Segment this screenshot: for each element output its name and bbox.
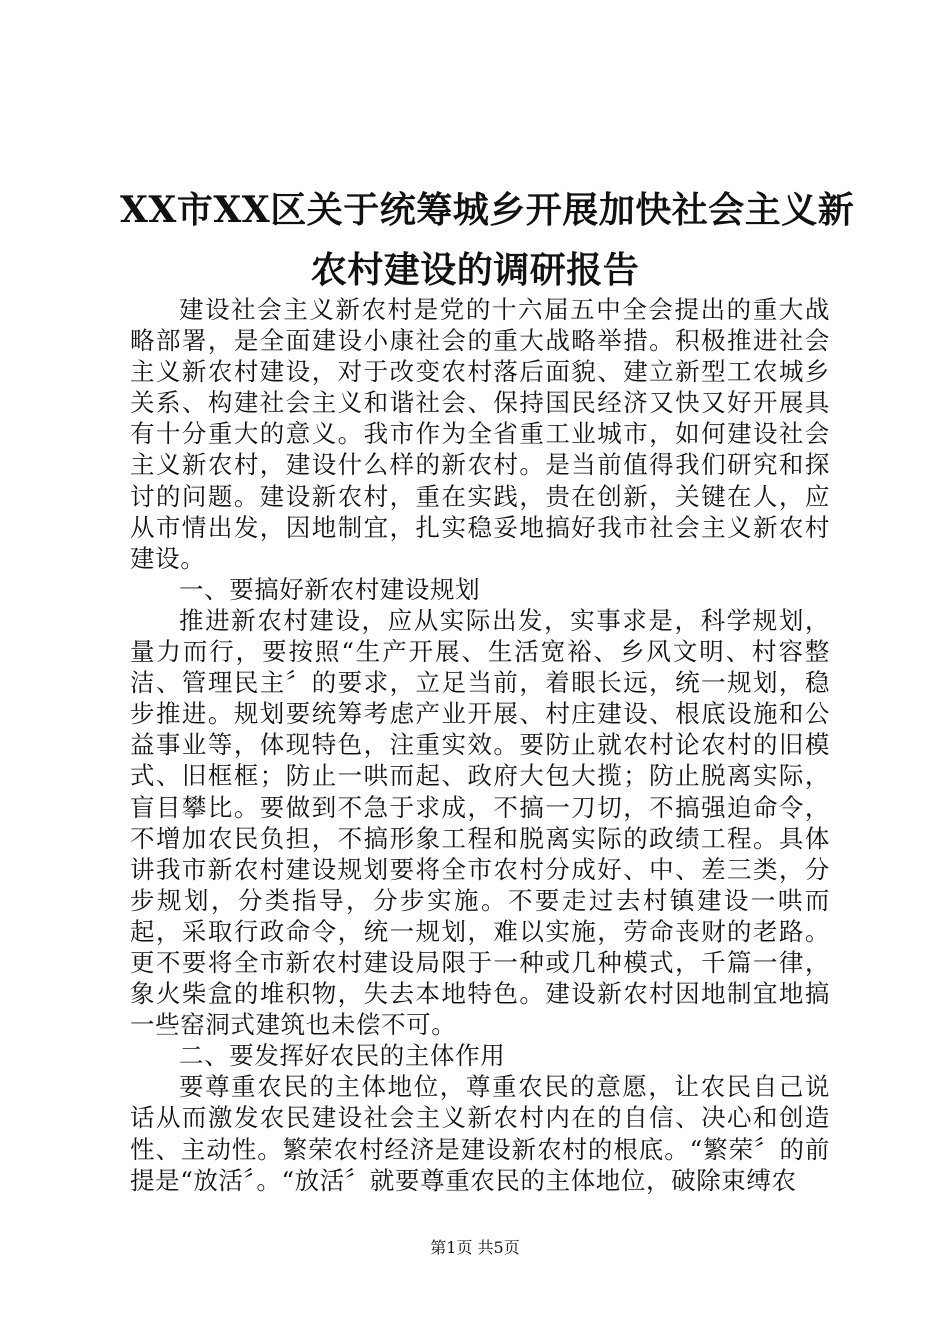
title-line-1: XX市XX区关于统筹城乡开展加快社会主义新 [120,189,855,231]
page-footer: 第1页 共5页 [430,1238,520,1257]
section-heading-1: 一、要搞好新农村建设规划 [179,574,481,604]
document-body [130,294,830,1196]
paragraph-intro: 建设社会主义新农村是党的十六届五中全会提出的重大战略部署，是全面建设小康社会的重大战略举措。积极推进社会主义新农村建设，对于改变农村落后面貌、建立新型工农城乡关系、构建社会主义和谐社会、保持国民经济又快又好开展具有十分重大的意义。我市作为全省重工业城市，如何建设社会主义新农村，建设什么样的新农村。是当前值得我们研究和探讨的问题。建设新农村，重在实践，贵在创新，关键在人，应从市情出发，因地制宜，扎实稳妥地搞好我市社会主义新农村建设。 [130,295,830,573]
paragraph-section-2: 要尊重农民的主体地位，尊重农民的意愿，让农民自己说话从而激发农民建设社会主义新农村内在的自信、决心和创造性、主动性。繁荣农村经济是建设新农村的根底。“繁荣〞的前提是“放活〞。“放活〞就要尊重农民的主体地位，破除束缚农 [130,1072,830,1195]
section-heading-2: 二、要发挥好农民的主体作用 [179,1041,506,1071]
title-line-2: 农村建设的调研报告 [310,249,640,291]
paragraph-section-1: 推进新农村建设，应从实际出发，实事求是，科学规划，量力而行，要按照“生产开展、生活宽裕、乡风文明、村容整洁、管理民主〞的要求，立足当前，着眼长远，统一规划，稳步推进。规划要统筹考虑产业开展、村庄建设、根底设施和公益事业等，体现特色，注重实效。要防止就农村论农村的旧模式、旧框框；防止一哄而起、政府大包大揽；防止脱离实际，盲目攀比。要做到不急于求成，不搞一刀切，不搞强迫命令，不增加农民负担，不搞形象工程和脱离实际的政绩工程。具体讲我市新农村建设规划要将全市农村分成好、中、差三类，分步规划，分类指导，分步实施。不要走过去村镇建设一哄而起，采取行政命令，统一规划，难以实施，劳命丧财的老路。更不要将全市新农村建设局限于一种或几种模式，千篇一律，象火柴盒的堆积物，失去本地特色。建设新农村因地制宜地搞一些窑洞式建筑也未偿不可。 [130,605,830,1040]
document-title [120,180,855,300]
